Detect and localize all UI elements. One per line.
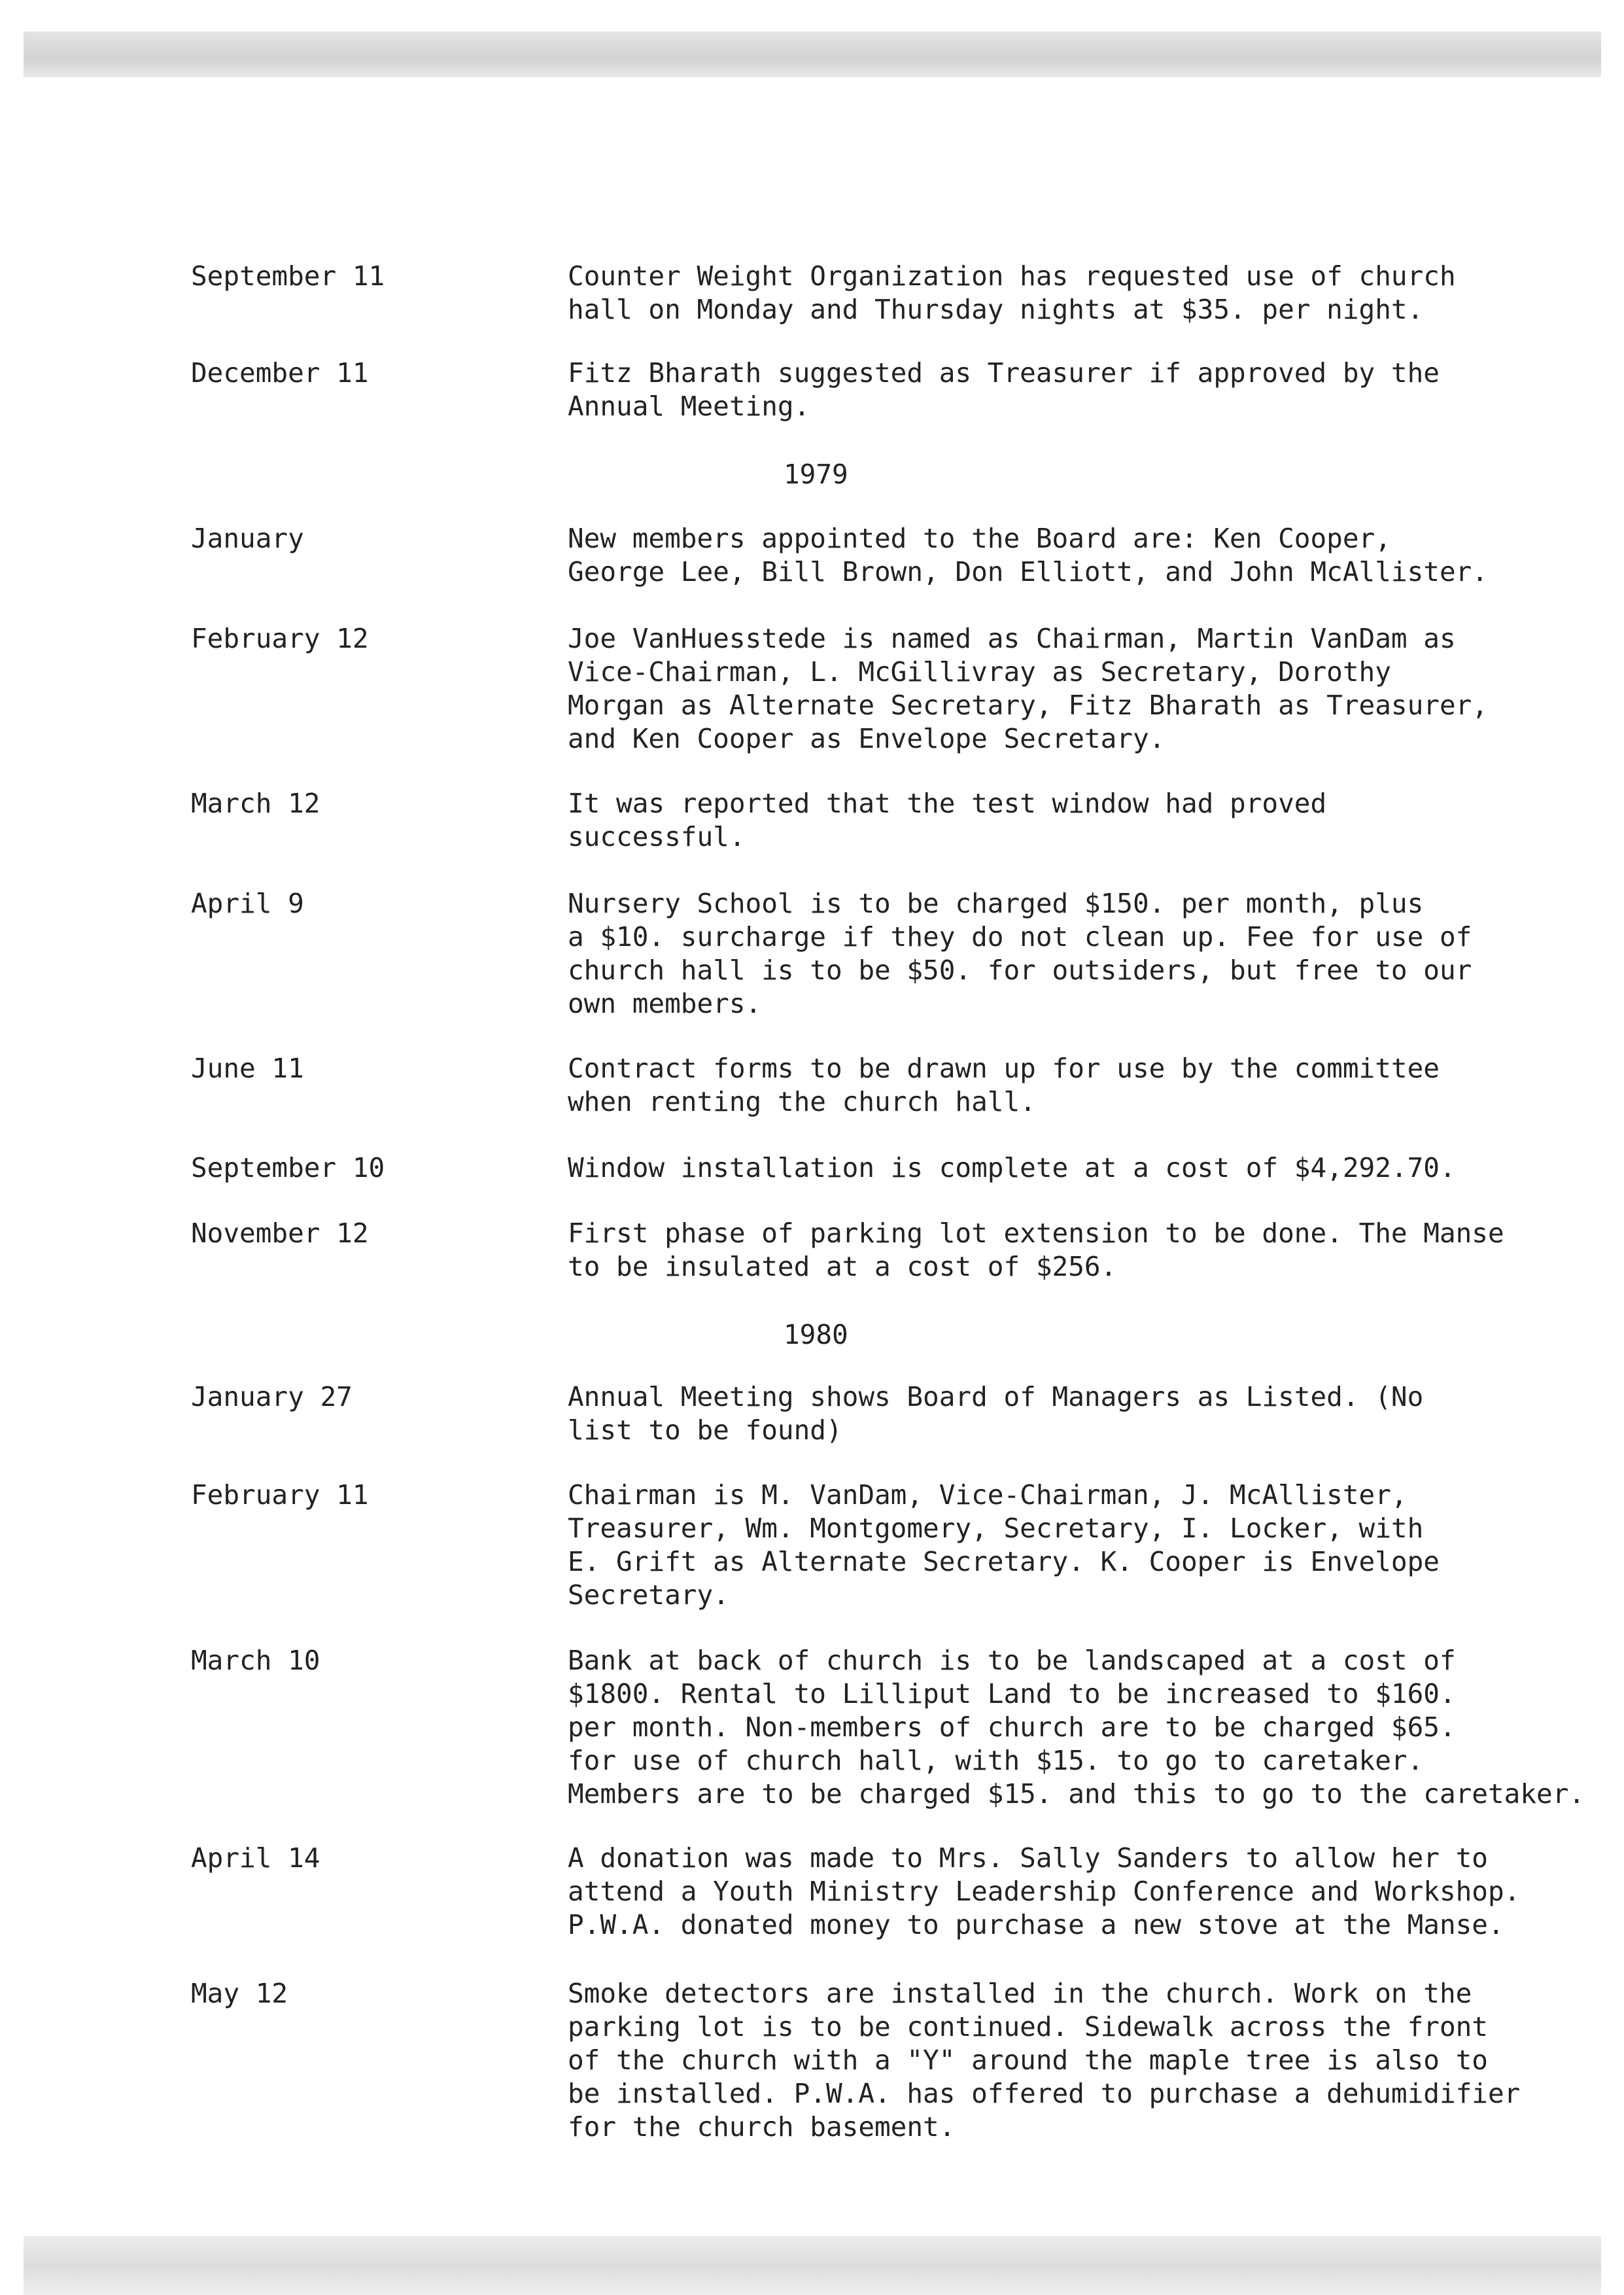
entry-line: New members appointed to the Board are: Ken Cooper,	[568, 523, 1391, 554]
entry-line: and Ken Cooper as Envelope Secretary.	[568, 723, 1166, 754]
entry-line: Vice-Chairman, L. McGillivray as Secretary, Dorothy	[568, 656, 1391, 688]
entry-line: Bank at back of church is to be landscaped at a cost of	[568, 1645, 1456, 1676]
entry-line: hall on Monday and Thursday nights at $35. per night.	[568, 294, 1424, 325]
entry-line: Secretary.	[568, 1579, 729, 1611]
entry-text	[568, 357, 1588, 423]
entry-date: June 11	[191, 1053, 304, 1084]
entry-date: May 12	[191, 1978, 288, 2009]
entry-text	[568, 887, 1588, 1021]
entry-line: Window installation is complete at a cost of $4,292.70.	[568, 1152, 1456, 1183]
entry-line: for use of church hall, with $15. to go to caretaker.	[568, 1745, 1424, 1776]
entry-text	[568, 1380, 1588, 1447]
entry-line: be installed. P.W.A. has offered to purchase a dehumidifier	[568, 2078, 1521, 2109]
entry-line: per month. Non-members of church are to be charged $65.	[568, 1711, 1456, 1743]
entry-line: Counter Weight Organization has requested use of church	[568, 260, 1456, 292]
entry-text	[568, 1842, 1588, 1942]
entry-line: P.W.A. donated money to purchase a new stove at the Manse.	[568, 1909, 1504, 1940]
entry-line: parking lot is to be continued. Sidewalk across the front	[568, 2011, 1488, 2042]
entry-line: Chairman is M. VanDam, Vice-Chairman, J. McAllister,	[568, 1479, 1408, 1511]
entry-line: list to be found)	[568, 1414, 842, 1446]
entry-date: September 11	[191, 260, 385, 292]
entry-text	[568, 522, 1588, 589]
year-heading-1980: 1980	[784, 1319, 848, 1350]
entry-line: church hall is to be $50. for outsiders, but free to our	[568, 955, 1472, 986]
entry-line: a $10. surcharge if they do not clean up. Fee for use of	[568, 921, 1472, 953]
entry-text	[568, 1217, 1588, 1284]
entry-date: February 11	[191, 1479, 369, 1511]
entry-text	[568, 1151, 1588, 1185]
entry-line: Treasurer, Wm. Montgomery, Secretary, I. Locker, with	[568, 1513, 1424, 1544]
entry-line: for the church basement.	[568, 2111, 956, 2143]
entry-line: Contract forms to be drawn up for use by the committee	[568, 1053, 1440, 1084]
entry-text	[568, 260, 1588, 326]
entry-line: of the church with a "Y" around the maple tree is also to	[568, 2044, 1488, 2076]
entry-line: when renting the church hall.	[568, 1086, 1036, 1117]
entry-line: Morgan as Alternate Secretary, Fitz Bharath as Treasurer,	[568, 690, 1488, 721]
entry-line: Annual Meeting shows Board of Managers as Listed. (No	[568, 1381, 1424, 1412]
entry-date: November 12	[191, 1218, 369, 1249]
year-heading-1979: 1979	[784, 459, 848, 490]
entry-line: $1800. Rental to Lilliput Land to be increased to $160.	[568, 1678, 1456, 1709]
entry-line: Annual Meeting.	[568, 391, 810, 422]
entry-line: Joe VanHuesstede is named as Chairman, Martin VanDam as	[568, 623, 1456, 654]
entry-date: February 12	[191, 623, 369, 654]
scan-border-top	[24, 31, 1601, 77]
entry-line: Nursery School is to be charged $150. per month, plus	[568, 888, 1424, 919]
entry-text	[568, 1052, 1588, 1119]
entry-line: Smoke detectors are installed in the church. Work on the	[568, 1978, 1472, 2009]
entry-text	[568, 1479, 1588, 1612]
entry-date: September 10	[191, 1152, 385, 1183]
entry-line: It was reported that the test window had proved	[568, 788, 1327, 819]
entry-line: Fitz Bharath suggested as Treasurer if approved by the	[568, 357, 1440, 389]
entry-text	[568, 1644, 1588, 1811]
entry-line: attend a Youth Ministry Leadership Conference and Workshop.	[568, 1876, 1521, 1907]
entry-text	[568, 1977, 1588, 2144]
entry-line: Members are to be charged $15. and this to go to the caretaker.	[568, 1778, 1585, 1810]
entry-line: E. Grift as Alternate Secretary. K. Cooper is Envelope	[568, 1546, 1440, 1577]
entry-line: George Lee, Bill Brown, Don Elliott, and John McAllister.	[568, 556, 1488, 587]
entry-text	[568, 787, 1588, 854]
entry-date: April 14	[191, 1842, 320, 1874]
entry-date: January	[191, 523, 304, 554]
scan-border-bottom	[24, 2236, 1601, 2295]
entry-line: A donation was made to Mrs. Sally Sanders to allow her to	[568, 1842, 1488, 1874]
entry-date: March 10	[191, 1645, 320, 1676]
entry-date: March 12	[191, 788, 320, 819]
entry-line: own members.	[568, 988, 762, 1019]
entry-line: to be insulated at a cost of $256.	[568, 1251, 1117, 1282]
entry-line: successful.	[568, 821, 746, 852]
entry-date: April 9	[191, 888, 304, 919]
entry-text	[568, 622, 1588, 756]
entry-date: January 27	[191, 1381, 353, 1412]
entry-date: December 11	[191, 357, 369, 389]
entry-line: First phase of parking lot extension to be done. The Manse	[568, 1218, 1504, 1249]
